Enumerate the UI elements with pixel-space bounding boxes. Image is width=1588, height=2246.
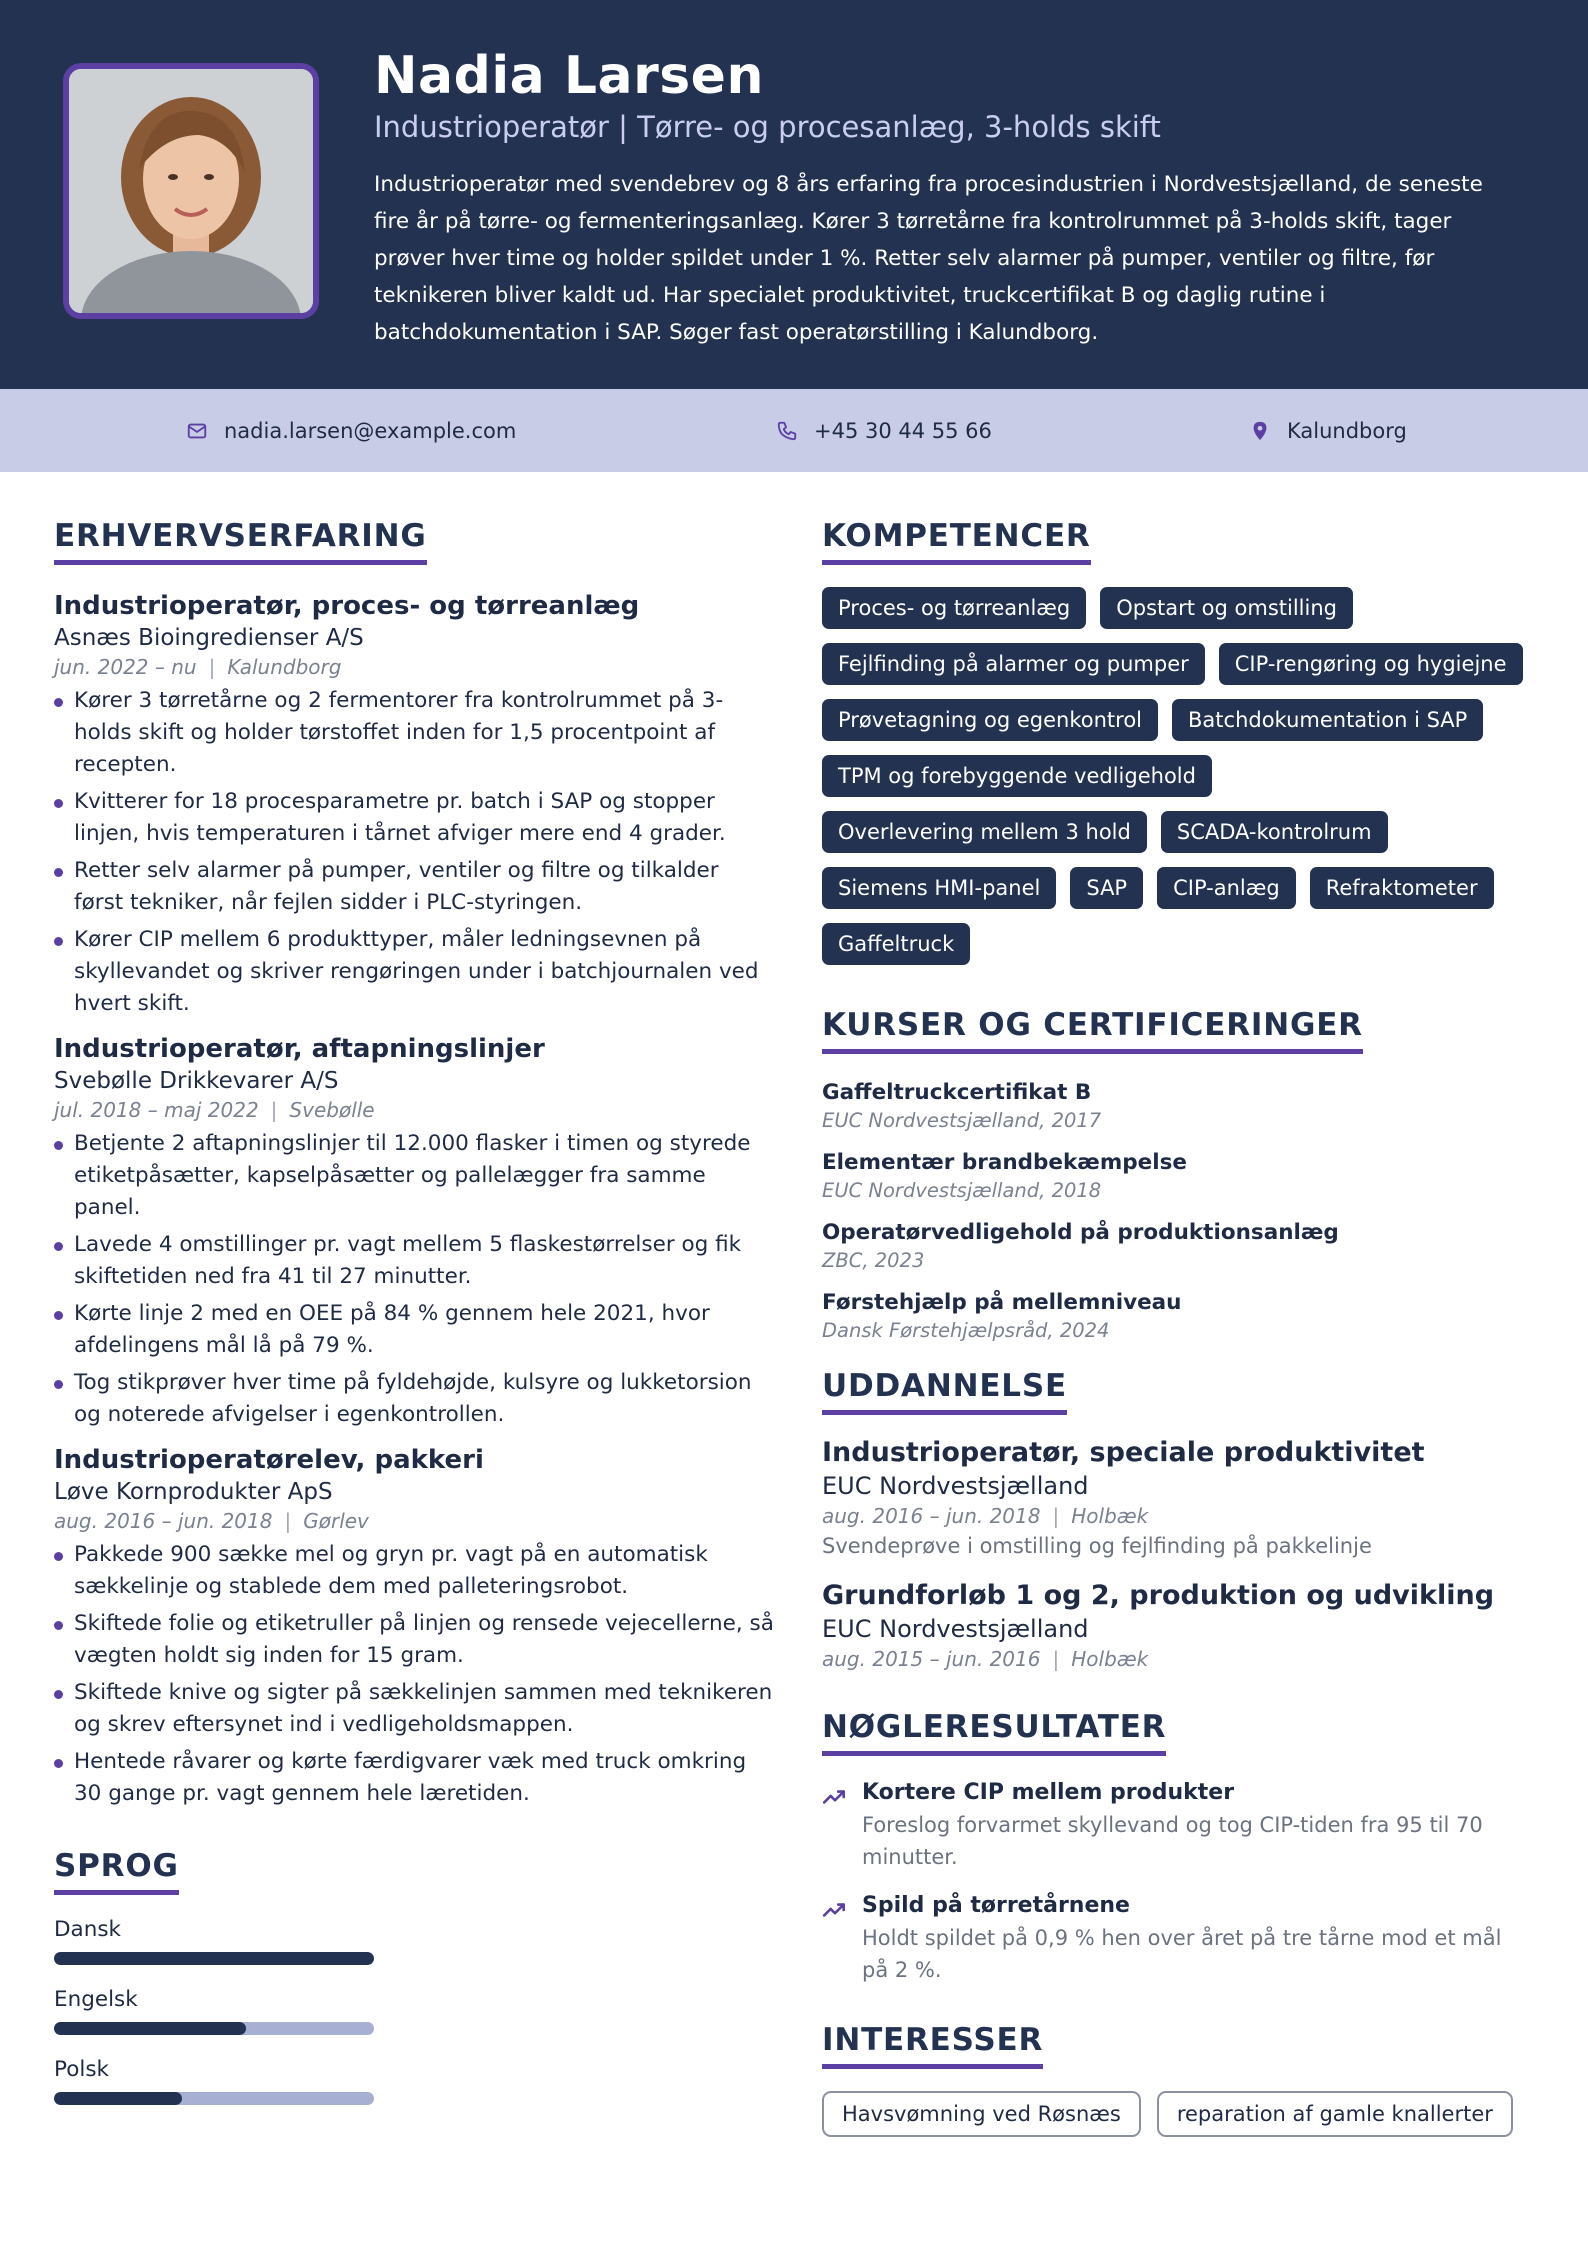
interests-list (822, 2091, 1542, 2137)
job-location: Kalundborg (227, 655, 342, 679)
email-text: nadia.larsen@example.com (224, 418, 517, 443)
resume-header (0, 0, 1588, 389)
languages-section (54, 1848, 774, 2105)
interest-tag: Havsvømning ved Røsnæs (822, 2091, 1141, 2137)
language-row (54, 2057, 774, 2105)
phone-text: +45 30 44 55 66 (814, 418, 992, 443)
result-description: Holdt spildet på 0,9 % hen over året på tre tårne mod et mål på 2 %. (862, 1926, 1502, 1982)
result-entry (822, 1893, 1542, 1986)
contact-location (1249, 389, 1407, 472)
map-pin-icon (1249, 420, 1271, 442)
job-bullet: Skiftede knive og sigter på sækkelinjen sammen med teknikeren og skrev eftersynet ind i vedligeholdsmappen. (54, 1677, 774, 1741)
job-title: Industrioperatørelev, pakkeri (54, 1445, 484, 1475)
course-provider: EUC Nordvestsjælland, 2018 (822, 1179, 1102, 1202)
skill-chip: Refraktometer (1310, 867, 1494, 909)
job-company: Løve Kornprodukter ApS (54, 1479, 333, 1505)
interest-tag: reparation af gamle knallerter (1157, 2091, 1513, 2137)
job-bullet: Kvitterer for 18 procesparametre pr. batch i SAP og stopper linjen, hvis temperaturen i tårnet afviger mere end 4 grader. (54, 786, 774, 850)
skill-chip: TPM og forebyggende vedligehold (822, 755, 1212, 797)
education-location: Holbæk (1071, 1504, 1149, 1528)
course-title: Førstehjælp på mellemniveau (822, 1290, 1182, 1315)
candidate-headline: Industrioperatør | Tørre- og procesanlæg, 3-holds skift (374, 110, 1161, 144)
course-entry (822, 1080, 1542, 1132)
job-company: Asnæs Bioingredienser A/S (54, 625, 364, 651)
courses-section (822, 1007, 1542, 1342)
contact-email[interactable] (186, 389, 516, 472)
job-location: Svebølle (289, 1098, 375, 1122)
job-period: aug. 2016 – jun. 2018 (54, 1509, 273, 1533)
course-entry (822, 1220, 1542, 1272)
language-name: Engelsk (54, 1987, 138, 2012)
job-location: Gørlev (303, 1509, 369, 1533)
education-entry (822, 1580, 1542, 1671)
candidate-name: Nadia Larsen (374, 46, 764, 106)
experience-heading: ERHVERVSERFARING (54, 518, 427, 565)
left-column (54, 518, 774, 2105)
education-meta: aug. 2015 – jun. 2016 | Holbæk (822, 1647, 1149, 1671)
language-name: Dansk (54, 1917, 122, 1942)
courses-heading: KURSER OG CERTIFICERINGER (822, 1007, 1363, 1054)
job-bullets (54, 685, 774, 1020)
education-school: EUC Nordvestsjælland (822, 1472, 1089, 1500)
job-bullet: Skiftede folie og etiketruller på linjen og rensede vejecellerne, så vægten holdt sig inden for 15 gram. (54, 1608, 774, 1672)
job-bullets (54, 1539, 774, 1810)
profile-photo (63, 63, 319, 319)
job-meta: jun. 2022 – nu | Kalundborg (54, 655, 342, 679)
profile-summary: Industrioperatør med svendebrev og 8 års erfaring fra procesindustrien i Nordvestsjælland, de seneste fire år på tørre- og fermenteringsanlæg. Kører 3 tørretårne fra kontrolrummet på 3-holds skift, tager prøver hver time og holder spildet under 1 %. Retter selv alarmer på pumper, ventiler og filtre, før teknikeren bliver kaldt ud. Har specialet produktivitet, truckcertifikat B og daglig rutine i batchdokumentation i SAP. Søger fast operatørstilling i Kalundborg. (374, 172, 1483, 345)
course-provider: ZBC, 2023 (822, 1249, 925, 1272)
skill-chip: Gaffeltruck (822, 923, 970, 965)
interests-heading: INTERESSER (822, 2022, 1043, 2069)
language-level-fill (54, 2092, 182, 2105)
languages-heading: SPROG (54, 1848, 179, 1895)
education-description: Svendeprøve i omstilling og fejlfinding på pakkelinje (822, 1534, 1372, 1558)
skill-chip: Siemens HMI-panel (822, 867, 1056, 909)
language-level-bar (54, 1952, 374, 1965)
language-level-fill (54, 2022, 246, 2035)
result-description: Foreslog forvarmet skyllevand og tog CIP-tiden fra 95 til 70 minutter. (862, 1813, 1483, 1869)
skills-heading: KOMPETENCER (822, 518, 1091, 565)
job-title: Industrioperatør, proces- og tørreanlæg (54, 591, 640, 621)
education-entry (822, 1437, 1542, 1558)
job-bullet: Tog stikprøver hver time på fyldehøjde, kulsyre og lukketorsion og noterede afvigelser i egenkontrollen. (54, 1367, 774, 1431)
job-bullet: Retter selv alarmer på pumper, ventiler og filtre og tilkalder først tekniker, når fejlen sidder i PLC-styringen. (54, 855, 774, 919)
education-location: Holbæk (1071, 1647, 1149, 1671)
profile-photo-image (69, 69, 313, 313)
job-bullets (54, 1128, 774, 1431)
skill-chip: SAP (1070, 867, 1143, 909)
skills-chips (822, 587, 1542, 979)
course-title: Gaffeltruckcertifikat B (822, 1080, 1092, 1105)
job-company: Svebølle Drikkevarer A/S (54, 1068, 339, 1094)
job-period: jun. 2022 – nu (54, 655, 197, 679)
job-bullet: Kører 3 tørretårne og 2 fermentorer fra kontrolrummet på 3-holds skift og holder tørstoffet inden for 1,5 procentpoint af recepten. (54, 685, 774, 781)
skill-chip: Prøvetagning og egenkontrol (822, 699, 1158, 741)
language-level-fill (54, 1952, 374, 1965)
job-period: jul. 2018 – maj 2022 (54, 1098, 259, 1122)
job-bullet: Lavede 4 omstillinger pr. vagt mellem 5 flaskestørrelser og fik skiftetiden ned fra 41 til 27 minutter. (54, 1229, 774, 1293)
trending-up-icon (822, 1784, 848, 1810)
skill-chip: Fejlfinding på alarmer og pumper (822, 643, 1205, 685)
contact-bar (0, 389, 1588, 472)
contact-phone[interactable] (776, 389, 992, 472)
education-period: aug. 2016 – jun. 2018 (822, 1504, 1041, 1528)
education-meta: aug. 2016 – jun. 2018 | Holbæk (822, 1504, 1149, 1528)
skill-chip: CIP-anlæg (1157, 867, 1296, 909)
results-section (822, 1709, 1542, 1986)
language-name: Polsk (54, 2057, 109, 2082)
education-period: aug. 2015 – jun. 2016 (822, 1647, 1041, 1671)
skill-chip: Overlevering mellem 3 hold (822, 811, 1147, 853)
skill-chip: SCADA-kontrolrum (1161, 811, 1388, 853)
course-title: Elementær brandbekæmpelse (822, 1150, 1187, 1175)
education-title: Industrioperatør, speciale produktivitet (822, 1437, 1425, 1468)
skill-chip: CIP-rengøring og hygiejne (1219, 643, 1523, 685)
job-bullet: Kørte linje 2 med en OEE på 84 % gennem hele 2021, hvor afdelingens mål lå på 79 %. (54, 1298, 774, 1362)
skill-chip: Proces- og tørreanlæg (822, 587, 1086, 629)
results-heading: NØGLERESULTATER (822, 1709, 1166, 1756)
language-row (54, 1917, 774, 1965)
education-school: EUC Nordvestsjælland (822, 1615, 1089, 1643)
phone-icon (776, 420, 798, 442)
course-title: Operatørvedligehold på produktionsanlæg (822, 1220, 1339, 1245)
education-title: Grundforløb 1 og 2, produktion og udvikling (822, 1580, 1495, 1611)
job-bullet: Hentede råvarer og kørte færdigvarer væk med truck omkring 30 gange pr. vagt gennem hele læretiden. (54, 1746, 774, 1810)
result-entry (822, 1780, 1542, 1873)
mail-icon (186, 420, 208, 442)
right-column (822, 518, 1542, 2137)
skill-chip: Opstart og omstilling (1100, 587, 1353, 629)
job-bullet: Pakkede 900 sække mel og gryn pr. vagt på en automatisk sækkelinje og stablede dem med palleteringsrobot. (54, 1539, 774, 1603)
language-row (54, 1987, 774, 2035)
course-provider: Dansk Førstehjælpsråd, 2024 (822, 1319, 1110, 1342)
job-entry (54, 1034, 774, 1431)
education-heading: UDDANNELSE (822, 1368, 1067, 1415)
job-bullet: Kører CIP mellem 6 produkttyper, måler ledningsevnen på skyllevandet og skriver rengøringen under i batchjournalen ved hvert skift. (54, 924, 774, 1020)
result-title: Spild på tørretårnene (862, 1893, 1130, 1918)
course-entry (822, 1290, 1542, 1342)
course-entry (822, 1150, 1542, 1202)
skill-chip: Batchdokumentation i SAP (1172, 699, 1483, 741)
interests-section (822, 2022, 1542, 2137)
language-level-bar (54, 2092, 374, 2105)
job-meta: jul. 2018 – maj 2022 | Svebølle (54, 1098, 375, 1122)
job-entry (54, 591, 774, 1020)
location-text: Kalundborg (1287, 418, 1407, 443)
result-title: Kortere CIP mellem produkter (862, 1780, 1235, 1805)
job-meta: aug. 2016 – jun. 2018 | Gørlev (54, 1509, 369, 1533)
job-entry (54, 1445, 774, 1810)
trending-up-icon (822, 1897, 848, 1923)
education-section (822, 1368, 1542, 1671)
job-bullet: Betjente 2 aftapningslinjer til 12.000 flasker i timen og styrede etiketpåsætter, kapselpåsætter og pallelægger fra samme panel. (54, 1128, 774, 1224)
job-title: Industrioperatør, aftapningslinjer (54, 1034, 545, 1064)
language-level-bar (54, 2022, 374, 2035)
course-provider: EUC Nordvestsjælland, 2017 (822, 1109, 1102, 1132)
